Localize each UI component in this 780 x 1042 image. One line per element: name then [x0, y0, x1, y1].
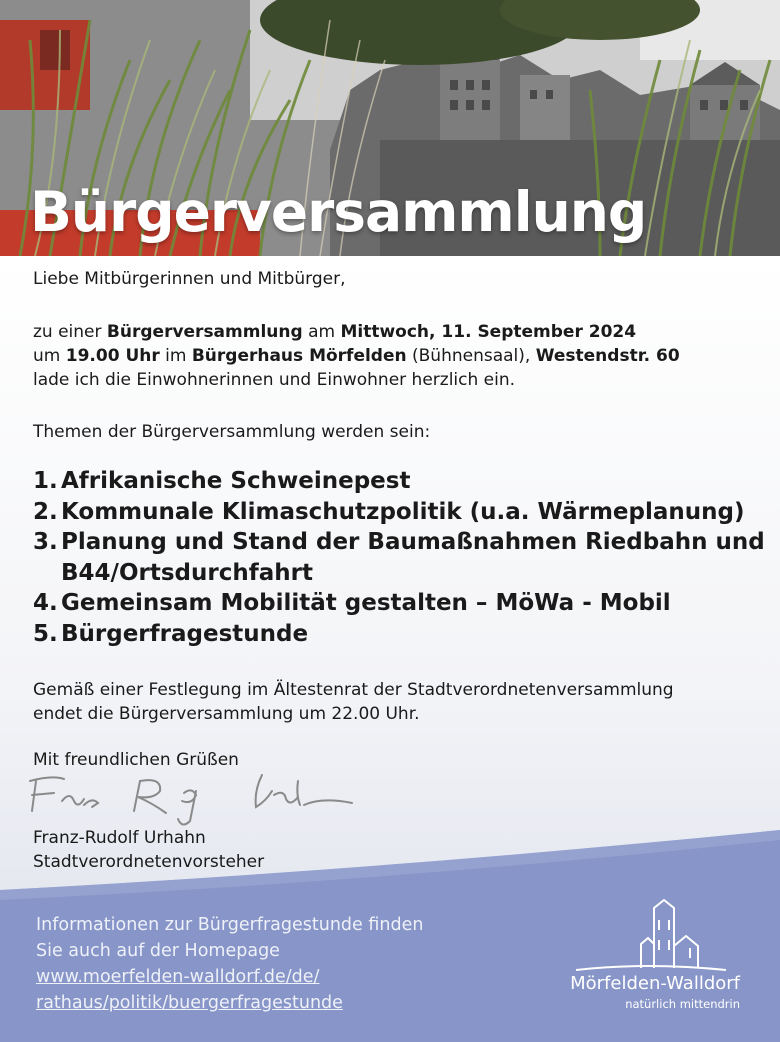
footer-band — [0, 830, 780, 1042]
event-date: Mittwoch, 11. September 2024 — [340, 322, 637, 342]
event-name: Bürgerversammlung — [106, 322, 303, 342]
topics-intro: Themen der Bürgerversammlung werden sein: — [33, 422, 431, 442]
list-item: 3. Planung und Stand der Baumaßnahmen Riedbahn und B44/Ortsdurchfahrt — [33, 529, 765, 586]
closing: Mit freundlichen Grüßen — [33, 750, 239, 770]
hero-photo — [0, 0, 780, 256]
signature-image — [22, 761, 362, 831]
list-item: 4. Gemeinsam Mobilität gestalten – MöWa - Mobil — [33, 590, 671, 616]
list-item: 5. Bürgerfragestunde — [33, 620, 309, 647]
city-logo-tagline: natürlich mittendrin — [625, 997, 740, 1011]
event-time: 19.00 Uhr — [65, 346, 160, 366]
list-item: 2. Kommunale Klimaschutzpolitik (u.a. Wärmeplanung) — [33, 498, 745, 525]
homepage-link-line2[interactable]: rathaus/politik/buergerfragestunde — [36, 993, 343, 1013]
page-title: Bürgerversammlung — [30, 180, 647, 244]
city-logo-name: Mörfelden-Walldorf — [570, 973, 740, 994]
event-venue: Bürgerhaus Mörfelden — [191, 346, 407, 366]
signer-title: Stadtverordnetenvorsteher — [33, 852, 265, 872]
end-time-note: Gemäß einer Festlegung im Ältestenrat der Stadtverordnetenversammlung endet die Bürgerversammlung um 22.00 Uhr. — [33, 680, 674, 724]
greeting: Liebe Mitbürgerinnen und Mitbürger, — [33, 269, 346, 289]
footer-info: Informationen zur Bürgerfragestunde finden Sie auch auf der Homepage www.moerfelden-walldorf.de/de/ rathaus/politik/buergerfragestunde — [36, 912, 423, 1016]
signer-name: Franz-Rudolf Urhahn — [33, 828, 206, 848]
invitation-paragraph: zu einer Bürgerversammlung am Mittwoch, 11. September 2024 um 19.00 Uhr im Bürgerhaus Mörfelden (Bühnensaal), Westendstr. 60 lade ich die Einwohnerinnen und Einwohner herzlich ein. — [33, 322, 680, 390]
list-item: 1. Afrikanische Schweinepest — [33, 468, 411, 494]
topics-list — [33, 466, 771, 649]
homepage-link-line1[interactable]: www.moerfelden-walldorf.de/de/ — [36, 967, 320, 987]
event-address: Westendstr. 60 — [535, 346, 680, 366]
